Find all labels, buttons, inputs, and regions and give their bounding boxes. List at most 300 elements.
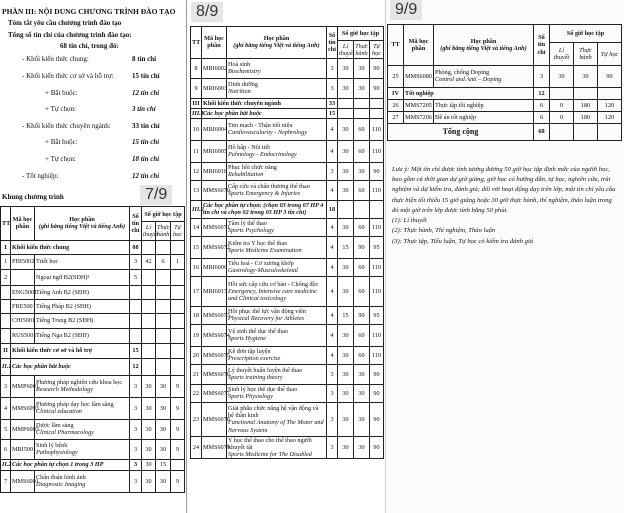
row-number: I (1, 240, 11, 254)
self-study-hours: 120 (598, 99, 622, 111)
course-name-vi: Tiếng Anh B2 (SĐH) (36, 288, 89, 296)
table-row (191, 276, 384, 306)
course-name-vi: Vệ sinh thể dục thể thao (228, 328, 288, 336)
self-study-hours: 90 (370, 162, 384, 180)
theory-hours: 30 (142, 375, 156, 397)
practice-hours (574, 87, 598, 99)
table-row (191, 78, 384, 98)
course-name (227, 436, 327, 458)
course-code: MMS6075 (202, 346, 227, 364)
practice-hours: 60 (354, 118, 370, 140)
theory-hours: 30 (142, 419, 156, 439)
row-number: 14 (191, 218, 202, 236)
row-number: 12 (191, 162, 202, 180)
header-practice: Thực hành (156, 222, 171, 241)
summary-value: 68 tín chỉ, trong đó: (60, 42, 119, 50)
course-name-vi: Hồi phục thể lực vận động viên (228, 308, 306, 316)
header-course (227, 27, 327, 59)
credits: 4 (327, 140, 338, 162)
course-name-vi: Lý thuyết huấn luyện thể thao (228, 367, 303, 375)
course-code: MRI6006 (202, 258, 227, 276)
group-name: Khối kiến thức chuyên ngành (202, 98, 327, 108)
header-course-label: Học phần (263, 35, 290, 43)
theory-hours: 30 (338, 78, 354, 98)
course-code: FRE5001 (11, 299, 35, 313)
practice-hours: 30 (156, 397, 171, 419)
table-row (388, 87, 622, 99)
course-name-vi: Sinh lý bệnh (36, 442, 68, 450)
table-row (1, 285, 185, 299)
footnote (392, 165, 620, 247)
practice-hours: 30 (354, 402, 370, 436)
summary-label: - Tốt nghiệp: (22, 172, 59, 180)
row-number: 6 (1, 439, 11, 459)
row-number: 23 (191, 402, 202, 436)
total-label: Tổng cộng (388, 123, 534, 140)
summary-value: 33 tín chỉ (132, 122, 160, 130)
course-name-en: Gastrology-Musculoskeletal (228, 267, 298, 275)
summary-value: 12 tín chỉ (132, 89, 160, 97)
course-name (35, 375, 130, 397)
curriculum-table-part3 (387, 24, 622, 141)
credits: 4 (327, 306, 338, 324)
credits: 4 (327, 236, 338, 258)
row-number: 13 (191, 180, 202, 200)
practice-hours (156, 269, 171, 285)
table-row (191, 258, 384, 276)
summary-value: 18 tín chỉ (132, 155, 160, 163)
empty-cell (598, 123, 622, 140)
credits: 3 (130, 254, 142, 269)
row-number: 3 (1, 375, 11, 397)
credits: 3 (327, 162, 338, 180)
practice-hours (156, 328, 171, 343)
practice-hours (156, 240, 171, 254)
practice-hours: 60 (354, 324, 370, 346)
course-code: ENG5001 (11, 285, 35, 299)
practice-hours: 30 (354, 78, 370, 98)
note-text: Lưu ý: Một tín chỉ được tính tương đương 50 giờ học tập định mức của người học, bao gồm cả thời gian dự giờ giảng, giờ học có hướng dẫn, tự học, nghiên cứu, trải nghiệm và dự kiểm tra, đánh giá; đối với hoạt động dạy trên lớp, một tín chỉ yêu cầu thực hiện tối thiểu 15 giờ giảng hoặc 30 giờ thực hành, thí nghiệm, thảo luận trong đó một giờ trên lớp được tính bằng 50 phút. (392, 166, 616, 214)
practice-hours: 90 (354, 236, 370, 258)
practice-hours: 60 (354, 218, 370, 236)
self-study-hours (370, 108, 384, 118)
row-number: 1 (1, 254, 11, 269)
course-code: MMS6070 (202, 180, 227, 200)
course-name-vi: Giải phẫu chức năng hệ vận động và hệ thần kinh (228, 405, 319, 420)
theory-hours (142, 240, 156, 254)
theory-hours: 30 (338, 364, 354, 384)
table-row (191, 236, 384, 258)
course-name-vi: Tiếng Trung B2 (SĐH) (36, 317, 94, 325)
table-row (1, 459, 185, 470)
credits: 3 (534, 65, 550, 87)
course-name (227, 140, 327, 162)
header-course (35, 207, 130, 241)
self-study-hours (171, 299, 185, 313)
course-code: MRI5001 (11, 439, 35, 459)
credits (130, 285, 142, 299)
course-name-vi: Hồi sức cấp cứu cơ bản - Chống độc (228, 280, 319, 288)
theory-hours (142, 358, 156, 375)
course-code: MRI6017 (202, 276, 227, 306)
row-number: III (192, 99, 200, 107)
course-name-vi: Tiêu hoá - Cơ xương khớp (228, 260, 294, 268)
course-name-vi: Tiếng Nga B2 (SĐH) (36, 332, 89, 340)
course-name-vi: Thực tập tốt nghiệp (435, 101, 484, 109)
course-code: MRI6004 (202, 118, 227, 140)
theory-hours (142, 328, 156, 343)
credits: 3 (327, 78, 338, 98)
credits: 3 (130, 470, 142, 492)
theory-hours: 30 (338, 180, 354, 200)
summary-value: 12 tín chỉ (132, 172, 160, 180)
course-name (434, 111, 534, 123)
header-course-label: Học phần (470, 37, 497, 45)
theory-hours (142, 285, 156, 299)
course-name (35, 439, 130, 459)
course-code: RUS5001 (11, 328, 35, 343)
self-study-hours: 9 (171, 397, 185, 419)
theory-hours (550, 87, 574, 99)
course-name-vi: Dược lâm sàng (36, 422, 74, 430)
header-row (388, 25, 622, 43)
theory-hours: 0 (550, 111, 574, 123)
row-number: 11 (191, 140, 202, 162)
theory-hours: 30 (338, 58, 354, 78)
self-study-hours: 9 (171, 470, 185, 492)
row-number: 21 (191, 364, 202, 384)
page-number-badge: 9/9 (390, 0, 422, 20)
practice-hours: 60 (354, 258, 370, 276)
practice-hours: 30 (156, 470, 171, 492)
credits: 12 (130, 358, 142, 375)
summary-label: + Tự chọn: (45, 155, 76, 163)
theory-hours: 30 (142, 459, 156, 470)
row-number: 9 (191, 78, 202, 98)
row-number: 26 (388, 99, 404, 111)
self-study-hours (171, 343, 185, 358)
theory-hours: 30 (338, 276, 354, 306)
table-row (191, 98, 384, 108)
empty-cell (574, 123, 598, 140)
section-heading: PHẦN III: NỘI DUNG CHƯƠNG TRÌNH ĐÀO TẠO (2, 7, 176, 16)
self-study-hours (171, 313, 185, 328)
table-row (388, 111, 622, 123)
course-name (227, 306, 327, 324)
row-number (1, 328, 11, 343)
credits: 15 (130, 343, 142, 358)
self-study-hours (171, 328, 185, 343)
theory-hours (142, 269, 156, 285)
course-name-en: Sports Medicine for The Disabled (228, 451, 312, 459)
section-subheading: Tóm tắt yêu cầu chương trình đào tạo (8, 19, 122, 27)
curriculum-table-part1 (0, 206, 185, 493)
row-number: 8 (191, 58, 202, 78)
self-study-hours: 1 (171, 254, 185, 269)
table-row (1, 439, 185, 459)
table-row (1, 375, 185, 397)
self-study-hours: 90 (370, 58, 384, 78)
course-name-en: Emergency, Intensive care medicine and Clinical toxicology (228, 287, 317, 303)
header-credits: Số tín chỉ (130, 207, 142, 241)
header-theory: Lí thuyết (142, 222, 156, 241)
course-name-en: Biochemistry (228, 68, 261, 76)
header-practice: Thực hành (574, 43, 598, 66)
credits: 3 (327, 364, 338, 384)
table-row (1, 299, 185, 313)
header-theory: Lí thuyết (339, 42, 355, 57)
credits: 3 (327, 402, 338, 436)
table-row (191, 180, 384, 200)
table-row (191, 402, 384, 436)
course-name (35, 470, 130, 492)
course-name-en: Pathophysiology (36, 449, 78, 457)
practice-hours: 15 (156, 459, 171, 470)
credits: 3 (130, 375, 142, 397)
row-number: 15 (191, 236, 202, 258)
credits: 4 (327, 218, 338, 236)
total-credits: 68 (534, 123, 550, 140)
theory-hours: 30 (338, 346, 354, 364)
practice-hours: 60 (354, 276, 370, 306)
group-name: Khối kiến thức cơ sở và hỗ trợ (11, 343, 130, 358)
course-name-vi: Cấp cứu và chấn thương thể thao (228, 183, 310, 191)
course-name-en: Research Methodology (36, 386, 93, 394)
course-name-en: Sports Emergency & Injuries (228, 190, 301, 198)
self-study-hours (370, 200, 384, 218)
credits: 3 (130, 419, 142, 439)
course-name-vi: Sinh lý học thể dục thể thao (228, 386, 298, 394)
page-number-badge: 8/9 (191, 2, 223, 22)
table-row (388, 99, 622, 111)
self-study-hours: 9 (171, 419, 185, 439)
table-row (1, 358, 185, 375)
credits: 08 (130, 240, 142, 254)
course-name (227, 180, 327, 200)
theory-hours: 30 (338, 118, 354, 140)
course-name-en: Sports Medicine Examination (228, 247, 302, 255)
practice-hours (156, 299, 171, 313)
theory-hours: 30 (338, 258, 354, 276)
course-code: MMS6071 (202, 218, 227, 236)
course-name-vi: Đề án tốt nghiệp (435, 113, 477, 121)
course-name-en: Clinical Pharmacology (36, 429, 94, 437)
self-study-hours: 95 (370, 236, 384, 258)
header-self-study: Tự học (171, 222, 185, 241)
credits: 6 (534, 111, 550, 123)
header-hours: Số giờ học tập (142, 207, 185, 222)
course-name-vi: Tâm lý thể thao (228, 220, 268, 228)
table-row (191, 218, 384, 236)
course-code: MMS7206 (404, 111, 434, 123)
course-name-en: Rehabilitation (228, 171, 264, 179)
theory-hours: 30 (550, 65, 574, 87)
course-code: MMS7205 (404, 99, 434, 111)
table-row (1, 269, 185, 285)
self-study-hours (171, 358, 185, 375)
course-name (35, 397, 130, 419)
table-row (1, 470, 185, 492)
table-row (191, 436, 384, 458)
course-name-en: Sports training theory (228, 374, 283, 382)
summary-value: 15 tín chỉ (132, 72, 160, 80)
practice-hours: 60 (354, 346, 370, 364)
practice-hours (156, 313, 171, 328)
practice-hours: 30 (354, 364, 370, 384)
credits: 18 (327, 200, 338, 218)
header-code: Mã học phần (11, 207, 35, 241)
course-name (227, 364, 327, 384)
course-code: MMS6076 (202, 364, 227, 384)
legend-1: (1): Lí thuyết (392, 217, 427, 225)
practice-hours (156, 343, 171, 358)
credits: 4 (327, 346, 338, 364)
header-hours: Số giờ học tập (338, 27, 384, 41)
table-row (1, 343, 185, 358)
credits: 3 (130, 397, 142, 419)
credits: 4 (327, 276, 338, 306)
self-study-hours: 110 (370, 180, 384, 200)
course-code: MRI6005 (202, 140, 227, 162)
course-name-vi: Phục hồi chức năng (228, 164, 277, 172)
table-row (191, 58, 384, 78)
table-row (191, 364, 384, 384)
practice-hours: 6 (156, 254, 171, 269)
course-name-en: Clinical education (36, 408, 82, 416)
course-name-en: Functional Anatomy of The Motor and Nervous System (228, 419, 324, 434)
practice-hours (354, 98, 370, 108)
header-course-label: Học phần (69, 216, 95, 224)
theory-hours (338, 108, 354, 118)
course-name (227, 162, 327, 180)
curriculum-table-part2 (190, 26, 384, 459)
course-name (227, 258, 327, 276)
row-number: 5 (1, 419, 11, 439)
course-name-en: Pulmology - Endocrinology (228, 151, 297, 159)
row-number: 17 (191, 276, 202, 306)
theory-hours: 30 (338, 162, 354, 180)
course-name-en: Sports Hygiene (228, 335, 266, 343)
credits: 3 (130, 439, 142, 459)
course-name-en: Cardiovascularity - Nephrology (228, 129, 307, 137)
course-code: MMP6001 (11, 375, 35, 397)
course-name-en: Sports Psychology (228, 227, 274, 235)
row-number: II (1, 343, 11, 358)
course-name-vi: Kiểm tra Y học thể thao (228, 240, 288, 248)
practice-hours: 30 (354, 58, 370, 78)
course-name-en: Diagnostic Imaging (36, 481, 86, 489)
course-code: MMS6074 (202, 324, 227, 346)
table-title: Khung chương trình (2, 193, 64, 201)
page-7 (0, 0, 186, 513)
course-name-en: Prescription exercise (228, 355, 281, 363)
table-row (191, 140, 384, 162)
course-code: MRI6018 (202, 162, 227, 180)
header-row (191, 27, 384, 41)
credits: 5 (130, 269, 142, 285)
table-row (191, 200, 384, 218)
row-number: 20 (191, 346, 202, 364)
row-number: 22 (191, 384, 202, 402)
course-code: MRI6002 (202, 58, 227, 78)
credits: 4 (327, 324, 338, 346)
course-name-vi: Dinh dưỡng (228, 81, 258, 89)
course-code (11, 269, 35, 285)
course-name (227, 118, 327, 140)
theory-hours: 30 (338, 436, 354, 458)
course-name (35, 285, 130, 299)
credits (130, 313, 142, 328)
theory-hours: 15 (338, 236, 354, 258)
row-number: 10 (191, 118, 202, 140)
course-code: CHI5001 (11, 313, 35, 328)
course-code: MMS6001 (11, 470, 35, 492)
header-course-note: (ghi bằng tiếng Việt và tiếng Anh) (38, 223, 126, 231)
course-name (35, 313, 130, 328)
practice-hours: 60 (354, 140, 370, 162)
self-study-hours: 95 (370, 306, 384, 324)
self-study-hours: 110 (370, 346, 384, 364)
course-code: MMS6073 (202, 306, 227, 324)
course-name-vi: Kê đơn tập luyện (228, 348, 271, 356)
course-name (35, 269, 130, 285)
table-row (191, 324, 384, 346)
course-name (35, 299, 130, 313)
self-study-hours: 90 (370, 364, 384, 384)
summary-label: + Tự chọn: (45, 105, 76, 113)
summary-value: 15 tín chỉ (132, 138, 160, 146)
header-course-note: (ghi bằng tiếng Việt và tiếng Anh) (233, 42, 320, 50)
course-name-vi: Phương pháp nghiên cứu khoa học (36, 379, 123, 387)
row-number: II.2 (1, 459, 11, 470)
page-number-badge: 7/9 (140, 185, 172, 205)
course-name-vi: Hô hấp - Nội tiết (228, 144, 270, 152)
credits: 3 (327, 436, 338, 458)
course-name-vi: Phương pháp dạy học lâm sàng (36, 401, 114, 409)
self-study-hours: 110 (370, 118, 384, 140)
course-name-vi: Phòng, chống Doping (435, 69, 490, 77)
summary-label: Tổng số tín chỉ của chương trình đào tạo: (8, 31, 132, 39)
table-row (1, 240, 185, 254)
row-number (1, 285, 11, 299)
summary-label: + Bắt buộc: (45, 138, 78, 146)
group-name: Các học phần bắt buộc (202, 108, 327, 118)
row-number: 24 (191, 436, 202, 458)
row-number: 16 (191, 258, 202, 276)
theory-hours: 42 (142, 254, 156, 269)
group-name: Khối kiến thức chung (11, 240, 130, 254)
practice-hours: 30 (156, 439, 171, 459)
course-name-en: Physical Recovery for Athletes (228, 315, 304, 323)
self-study-hours: 110 (370, 258, 384, 276)
theory-hours (338, 98, 354, 108)
table-row (388, 65, 622, 87)
self-study-hours: 9 (171, 375, 185, 397)
course-name-vi: Triết học (36, 258, 59, 266)
summary-label: - Khối kiến thức chuyên ngành: (22, 122, 111, 130)
course-name-vi: Chẩn đoán hình ảnh (36, 474, 86, 482)
theory-hours: 30 (142, 397, 156, 419)
group-name: Các học phần tự chọn 1 trong 3 HP (11, 459, 130, 470)
self-study-hours: 110 (370, 324, 384, 346)
row-number: III.2 (191, 200, 202, 218)
theory-hours (142, 299, 156, 313)
course-code: PHI5002 (11, 254, 35, 269)
row-number: III.1 (192, 109, 204, 117)
self-study-hours: 110 (370, 218, 384, 236)
table-row (1, 254, 185, 269)
credits: 12 (534, 87, 550, 99)
